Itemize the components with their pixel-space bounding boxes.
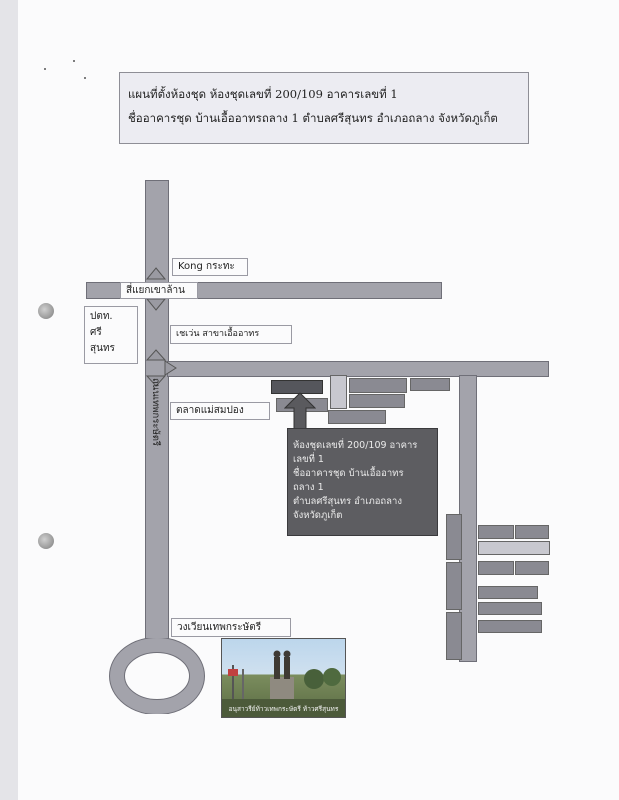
- scan-speck: [44, 68, 46, 70]
- building-block: [515, 561, 549, 575]
- info-line-4: ถลาง 1: [293, 482, 324, 493]
- punch-hole-top: [38, 303, 54, 319]
- info-line-1: ห้องชุดเลขที่ 200/109 อาคาร: [293, 440, 418, 451]
- building-block: [410, 378, 450, 391]
- location-pointer-arrow-icon: [284, 392, 316, 432]
- building-block: [446, 514, 462, 560]
- kong-kratha-label: Kong กระทะ: [172, 258, 248, 276]
- info-line-5: ตำบลศรีสุนทร อำเภอถลาง: [293, 496, 402, 507]
- mae-sompong-market-label: ตลาดแม่สมปอง: [170, 402, 270, 420]
- map-title-box: [119, 72, 529, 144]
- building-block: [478, 586, 538, 599]
- monument-photo: [221, 638, 346, 718]
- ptt-label-line-1: ปตท.: [90, 311, 113, 322]
- binding-edge: [0, 0, 18, 800]
- road-name-label: ถนนเทพกระษัตรี: [150, 378, 161, 447]
- building-block: [478, 525, 514, 539]
- info-line-3: ชื่ออาคารชุด บ้านเอื้ออาทร: [293, 468, 404, 479]
- building-block: [478, 602, 542, 615]
- building-block: [515, 525, 549, 539]
- building-block: [328, 410, 386, 424]
- ua-arthorn-access-road: [167, 361, 549, 377]
- ptt-station-label: [84, 306, 138, 364]
- condo-unit-info-box: [287, 428, 438, 536]
- building-block: [349, 378, 407, 393]
- info-line-6: จังหวัดภูเก็ต: [293, 510, 343, 521]
- building-block: [349, 394, 405, 408]
- roundabout-ring: [109, 638, 205, 714]
- info-line-2: เลขที่ 1: [293, 454, 324, 465]
- khao-lan-junction-label: สี่แยกเขาล้าน: [120, 282, 198, 299]
- building-block: [446, 612, 462, 660]
- building-block: [330, 375, 347, 409]
- ptt-label-line-3: สุนทร: [90, 343, 115, 354]
- roundabout-label: วงเวียนเทพกระษัตรี: [171, 618, 291, 637]
- title-line-2: ชื่ออาคารชุด บ้านเอื้ออาทรถลาง 1 ตำบลศรีสุนทร อำเภอถลาง จังหวัดภูเก็ต: [128, 111, 498, 125]
- building-block: [478, 561, 514, 575]
- scan-speck: [84, 77, 86, 79]
- ptt-label-line-2: ศรี: [90, 327, 102, 338]
- chevron-store-label: เชเว่น สาขาเอื้ออาทร: [170, 325, 292, 344]
- scan-speck: [73, 60, 75, 62]
- building-block: [478, 620, 542, 633]
- building-block: [478, 541, 550, 555]
- building-block: [446, 562, 462, 610]
- punch-hole-bottom: [38, 533, 54, 549]
- title-line-1: แผนที่ตั้งห้องชุด ห้องชุดเลขที่ 200/109 อาคารเลขที่ 1: [128, 87, 398, 101]
- photo-caption: อนุสาวรีย์ท้าวเทพกระษัตรี ท้าวศรีสุนทร: [228, 705, 339, 713]
